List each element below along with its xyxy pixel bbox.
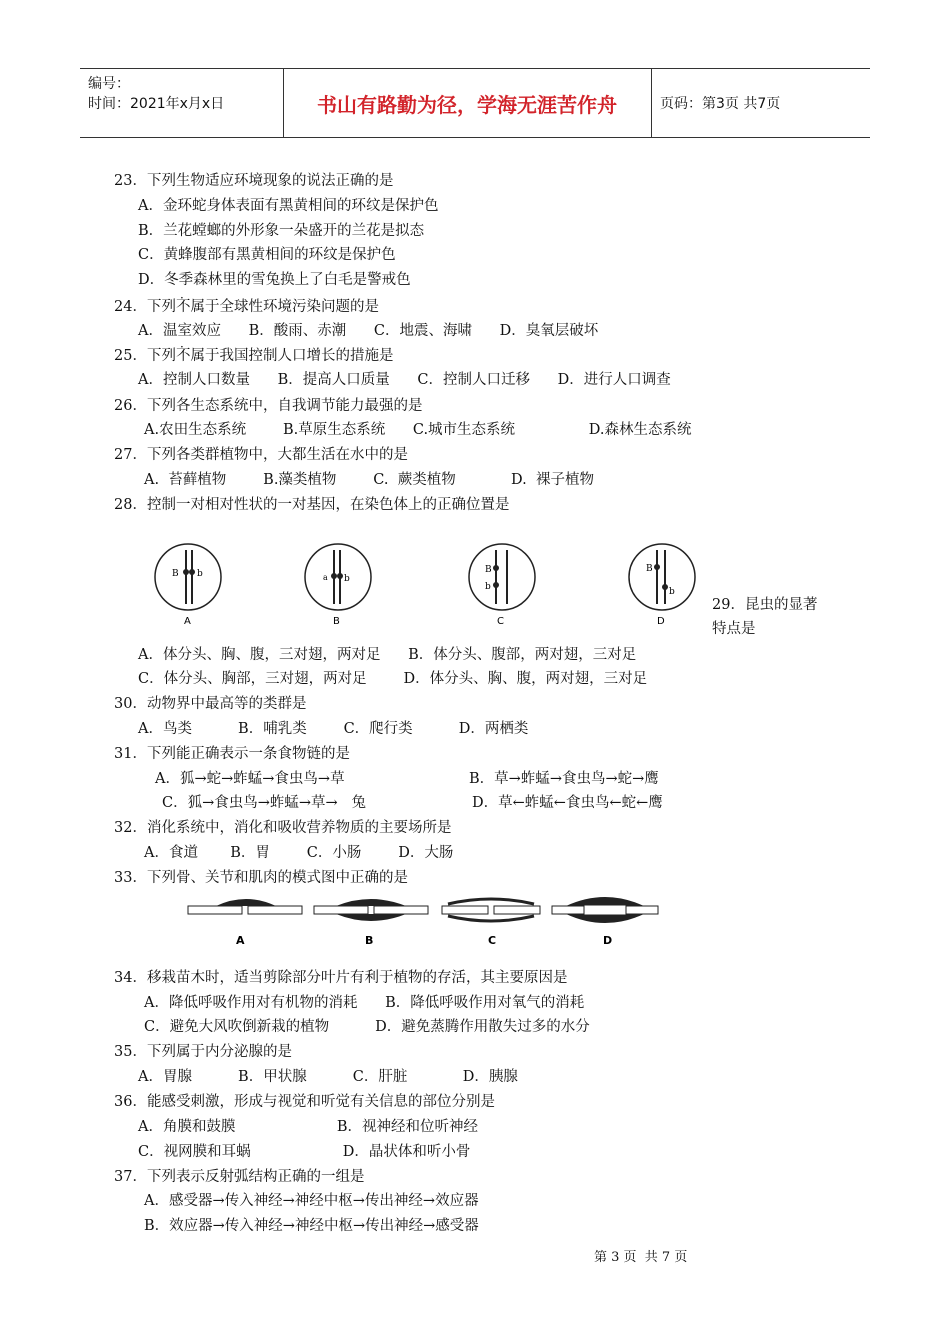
q34-options-ab: A．降低呼吸作用对有机物的消耗 B．降低呼吸作用对氧气的消耗 bbox=[144, 995, 585, 1011]
question-24 bbox=[114, 298, 379, 316]
q31-options-cd: C．狐→食虫鸟→蚱蜢→草→ 兔 D．草←蚱蜢←食虫鸟←蛇←鹰 bbox=[162, 795, 663, 811]
chromosome-option-d bbox=[629, 544, 695, 627]
question-29: 29．昆虫的显著 bbox=[712, 597, 818, 613]
q35-options: A．胃腺 B．甲状腺 C．肝脏 D．胰腺 bbox=[138, 1069, 518, 1085]
q32-options: A．食道 B．胃 C．小肠 D．大肠 bbox=[144, 845, 454, 861]
q30-options: A．鸟类 B．哺乳类 C．爬行类 D．两栖类 bbox=[138, 721, 529, 737]
page-label: 页码：第3页 共7页 bbox=[660, 96, 781, 112]
chromosome-option-c bbox=[469, 544, 535, 627]
muscle-model-d bbox=[552, 897, 658, 947]
gene-label-B: B bbox=[646, 564, 653, 574]
gene-label-b: b bbox=[669, 587, 675, 597]
chromosome-option-b bbox=[305, 544, 371, 627]
q23-option-d: D．冬季森林里的雪兔换上了白毛是警戒色 bbox=[138, 272, 411, 288]
q27-options: A. 苔藓植物 B.藻类植物 C. 蕨类植物 D. 裸子植物 bbox=[144, 472, 594, 488]
question-35: 35．下列属于内分泌腺的是 bbox=[114, 1044, 292, 1060]
question-37: 37．下列表示反射弧结构正确的一组是 bbox=[114, 1169, 365, 1185]
q24-rest: 属于全球性环境污染问题的是 bbox=[190, 299, 379, 315]
q29-options-ab: A．体分头、胸、腹，三对翅，两对足 B．体分头、腹部，两对翅，三对足 bbox=[138, 647, 637, 663]
question-28: 28．控制一对相对性状的一对基因，在染色体上的正确位置是 bbox=[114, 497, 510, 513]
question-23: 23．下列生物适应环境现象的说法正确的是 bbox=[114, 173, 394, 189]
chromosome-figure bbox=[150, 532, 710, 634]
q25-prefix: 25．下列 bbox=[114, 348, 176, 364]
q29-options-cd: C．体分头、胸部，三对翅，两对足 D．体分头、胸、腹，两对翅，三对足 bbox=[138, 671, 648, 687]
q37-option-a: A．感受器→传入神经→神经中枢→传出神经→效应器 bbox=[144, 1193, 479, 1209]
q23-option-c: C．黄蜂腹部有黑黄相间的环纹是保护色 bbox=[138, 247, 396, 263]
gene-label-b: b bbox=[197, 569, 203, 579]
q34-options-cd: C．避免大风吹倒新栽的植物 D．避免蒸腾作用散失过多的水分 bbox=[144, 1019, 590, 1035]
bone-muscle-figure bbox=[186, 894, 666, 950]
figure-label-a: A bbox=[184, 616, 191, 627]
figure-label-b: B bbox=[365, 934, 374, 947]
figure-label-a: A bbox=[236, 934, 245, 947]
question-32: 32．消化系统中，消化和吸收营养物质的主要场所是 bbox=[114, 820, 452, 836]
q23-option-b: B．兰花螳螂的外形象一朵盛开的兰花是拟态 bbox=[138, 223, 425, 239]
figure-label-d: D bbox=[657, 616, 665, 627]
gene-label-a: a bbox=[323, 573, 328, 582]
question-36: 36．能感受刺激，形成与视觉和听觉有关信息的部位分别是 bbox=[114, 1094, 495, 1110]
q26-options: A.农田生态系统 B.草原生态系统 C.城市生态系统 D.森林生态系统 bbox=[144, 422, 692, 438]
muscle-model-a bbox=[188, 899, 302, 947]
header-meta bbox=[80, 69, 284, 137]
gene-label-B: B bbox=[485, 565, 492, 575]
q36-options-cd: C．视网膜和耳蜗 D．晶状体和听小骨 bbox=[138, 1144, 471, 1160]
q31-options-ab: A．狐→蛇→蚱蜢→食虫鸟→草 B．草→蚱蜢→食虫鸟→蛇→鹰 bbox=[155, 771, 659, 787]
q25-emphasis: 不 bbox=[175, 348, 191, 364]
q25-options: A．控制人口数量 B．提高人口质量 C．控制人口迁移 D．进行人口调查 bbox=[138, 372, 671, 388]
motto: 书山有路勤为径，学海无涯苦作舟 bbox=[283, 69, 652, 137]
q24-emphasis: 不 bbox=[175, 299, 191, 315]
q23-option-a: A．金环蛇身体表面有黑黄相间的环纹是保护色 bbox=[138, 198, 439, 214]
muscle-model-b bbox=[314, 899, 428, 947]
question-27: 27．下列各类群植物中，大都生活在水中的是 bbox=[114, 447, 408, 463]
question-30: 30．动物界中最高等的类群是 bbox=[114, 696, 307, 712]
figure-label-c: C bbox=[497, 616, 504, 627]
q37-option-b: B．效应器→传入神经→神经中枢→传出神经→感受器 bbox=[144, 1218, 479, 1234]
chromosome-option-a bbox=[155, 544, 221, 627]
page-footer: 第 3 页 共 7 页 bbox=[594, 1250, 688, 1265]
question-31: 31．下列能正确表示一条食物链的是 bbox=[114, 746, 350, 762]
gene-label-b: b bbox=[485, 582, 491, 592]
figure-label-c: C bbox=[488, 934, 497, 947]
question-29-cont: 特点是 bbox=[712, 621, 756, 637]
time-label: 时间：2021年x月x日 bbox=[88, 96, 225, 112]
gene-label-B: B bbox=[172, 569, 179, 579]
gene-label-b: b bbox=[344, 574, 350, 584]
q24-options: A．温室效应 B．酸雨、赤潮 C．地震、海啸 D．臭氧层破坏 bbox=[138, 323, 599, 339]
muscle-model-c bbox=[442, 899, 540, 947]
question-26: 26．下列各生态系统中，自我调节能力最强的是 bbox=[114, 398, 423, 414]
q36-options-ab: A．角膜和鼓膜 B．视神经和位听神经 bbox=[138, 1119, 479, 1135]
question-34: 34．移栽苗木时，适当剪除部分叶片有利于植物的存活，其主要原因是 bbox=[114, 970, 568, 986]
q25-rest: 属于我国控制人口增长的措施是 bbox=[190, 348, 394, 364]
figure-label-b: B bbox=[333, 616, 340, 627]
q24-prefix: 24．下列 bbox=[114, 299, 176, 315]
figure-label-d: D bbox=[603, 934, 613, 947]
code-label: 编号： bbox=[88, 76, 130, 92]
question-25 bbox=[114, 347, 393, 365]
page-header bbox=[80, 68, 870, 138]
question-33: 33．下列骨、关节和肌肉的模式图中正确的是 bbox=[114, 870, 408, 886]
